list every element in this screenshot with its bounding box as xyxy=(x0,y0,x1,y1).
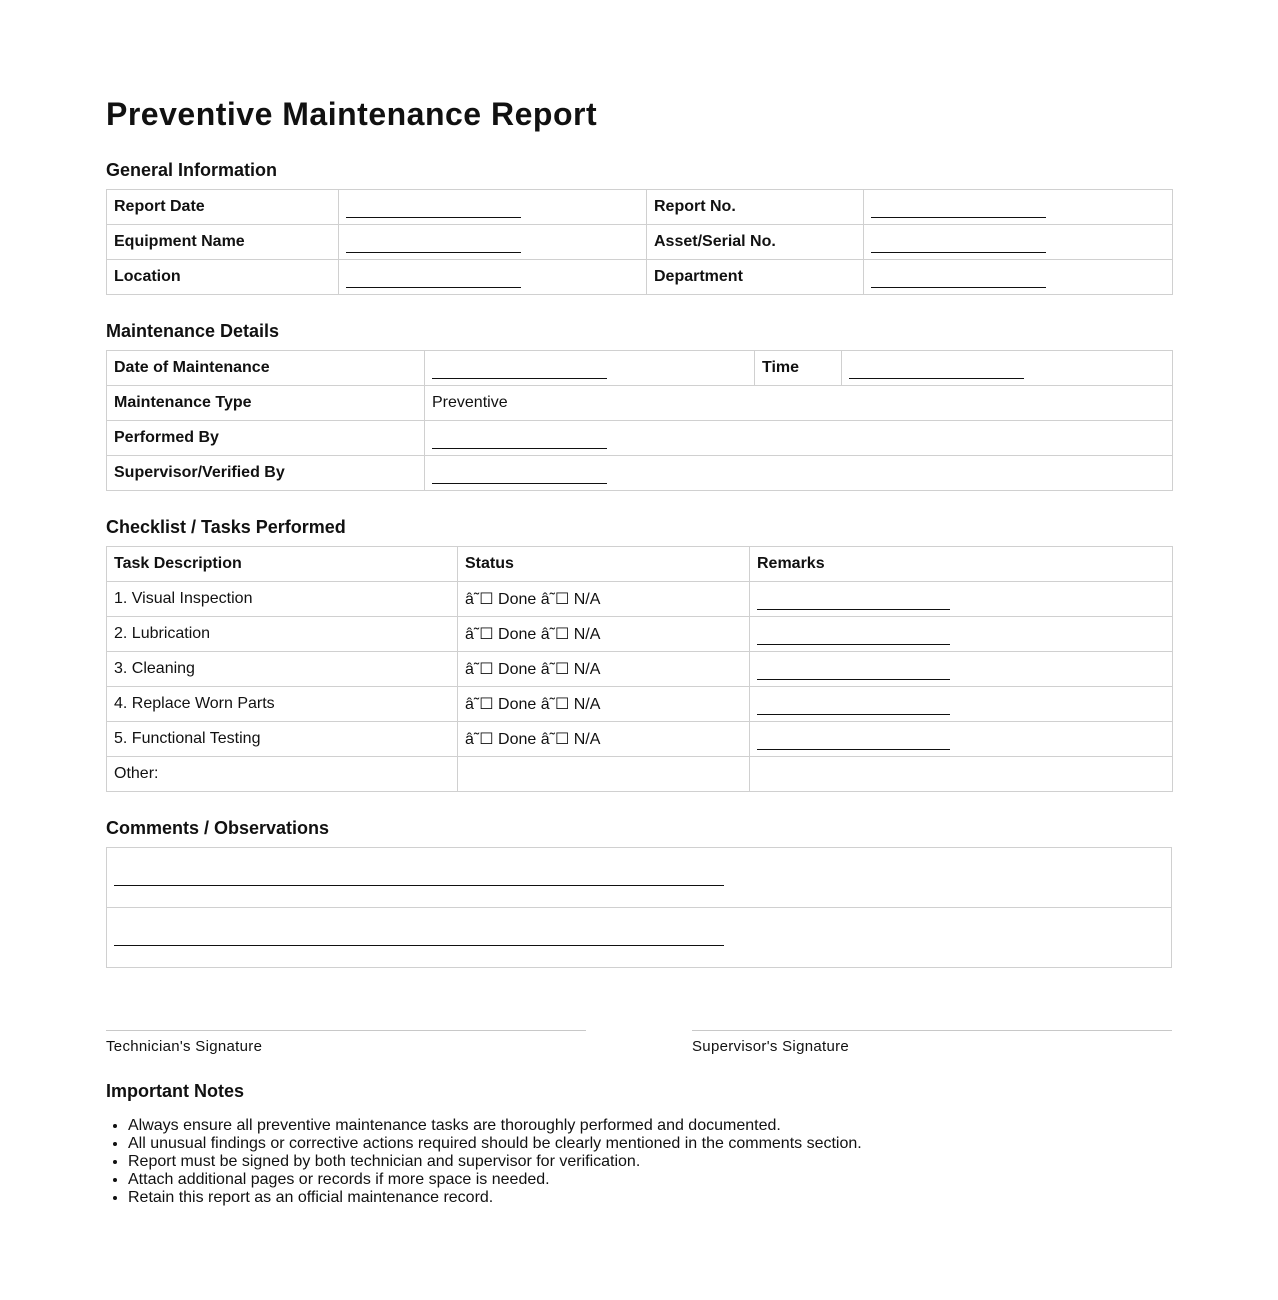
location-label: Location xyxy=(107,260,339,295)
supervisor-verified-blank[interactable] xyxy=(432,463,607,484)
list-item: • All unusual findings or corrective actions required should be clearly mentioned in the comments section. xyxy=(128,1135,862,1153)
other-task-label[interactable]: Other: xyxy=(107,757,458,792)
maintenance-details-table xyxy=(106,350,1173,491)
time-blank[interactable] xyxy=(849,358,1024,379)
task-remarks-field[interactable] xyxy=(750,617,1173,652)
asset-serial-label: Asset/Serial No. xyxy=(647,225,864,260)
checklist-heading: Checklist / Tasks Performed xyxy=(106,517,346,537)
task-remarks-blank[interactable] xyxy=(757,659,950,680)
column-header-status: Status xyxy=(458,547,750,582)
comment-blank[interactable] xyxy=(114,848,724,886)
time-field[interactable] xyxy=(842,351,1173,386)
table-row xyxy=(107,386,1173,421)
report-no-label: Report No. xyxy=(647,190,864,225)
maintenance-details-heading: Maintenance Details xyxy=(106,321,280,341)
general-info-table xyxy=(106,189,1173,295)
location-blank[interactable] xyxy=(346,267,521,288)
task-remarks-blank[interactable] xyxy=(757,694,950,715)
table-row xyxy=(107,421,1173,456)
comment-line-2[interactable] xyxy=(107,908,1172,968)
performed-by-label: Performed By xyxy=(107,421,425,456)
report-date-label: Report Date xyxy=(107,190,339,225)
equipment-name-label: Equipment Name xyxy=(107,225,339,260)
department-field[interactable] xyxy=(864,260,1173,295)
task-description: 1. Visual Inspection xyxy=(107,582,458,617)
maintenance-type-value: Preventive xyxy=(425,386,1173,421)
column-header-task: Task Description xyxy=(107,547,458,582)
supervisor-verified-label: Supervisor/Verified By xyxy=(107,456,425,491)
comment-line-1[interactable] xyxy=(107,848,1172,908)
table-row xyxy=(107,190,1173,225)
supervisor-signature-block[interactable] xyxy=(692,1030,1172,1055)
performed-by-field[interactable] xyxy=(425,421,1173,456)
technician-signature-label: Technician's Signature xyxy=(106,1038,263,1055)
task-remarks-blank[interactable] xyxy=(757,624,950,645)
task-description: 2. Lubrication xyxy=(107,617,458,652)
task-description: 3. Cleaning xyxy=(107,652,458,687)
task-status-checkboxes[interactable]: â˜☐ Done â˜☐ N/A xyxy=(458,652,750,687)
supervisor-signature-label: Supervisor's Signature xyxy=(692,1038,850,1055)
report-date-blank[interactable] xyxy=(346,197,521,218)
equipment-name-field[interactable] xyxy=(339,225,647,260)
date-of-maintenance-field[interactable] xyxy=(425,351,755,386)
comments-table xyxy=(106,847,1172,968)
table-row xyxy=(107,582,1173,617)
report-no-blank[interactable] xyxy=(871,197,1046,218)
task-status-checkboxes[interactable]: â˜☐ Done â˜☐ N/A xyxy=(458,687,750,722)
task-status-checkboxes[interactable]: â˜☐ Done â˜☐ N/A xyxy=(458,617,750,652)
important-notes-heading: Important Notes xyxy=(106,1081,245,1101)
performed-by-blank[interactable] xyxy=(432,428,607,449)
table-header-row xyxy=(107,547,1173,582)
task-description: 4. Replace Worn Parts xyxy=(107,687,458,722)
maintenance-type-label: Maintenance Type xyxy=(107,386,425,421)
task-description: 5. Functional Testing xyxy=(107,722,458,757)
asset-serial-field[interactable] xyxy=(864,225,1173,260)
date-of-maintenance-label: Date of Maintenance xyxy=(107,351,425,386)
report-date-field[interactable] xyxy=(339,190,647,225)
list-item: • Report must be signed by both technician and supervisor for verification. xyxy=(128,1153,862,1171)
location-field[interactable] xyxy=(339,260,647,295)
checklist-table xyxy=(106,546,1173,792)
column-header-remarks: Remarks xyxy=(750,547,1173,582)
time-label: Time xyxy=(755,351,842,386)
task-remarks-blank[interactable] xyxy=(757,589,950,610)
other-status-cell[interactable] xyxy=(458,757,750,792)
report-no-field[interactable] xyxy=(864,190,1173,225)
table-row xyxy=(107,617,1173,652)
task-remarks-field[interactable] xyxy=(750,722,1173,757)
comment-blank[interactable] xyxy=(114,908,724,946)
task-remarks-field[interactable] xyxy=(750,582,1173,617)
table-row xyxy=(107,848,1172,908)
task-remarks-blank[interactable] xyxy=(757,729,950,750)
list-item: • Attach additional pages or records if more space is needed. xyxy=(128,1171,862,1189)
table-row xyxy=(107,722,1173,757)
table-row xyxy=(107,351,1173,386)
table-row xyxy=(107,687,1173,722)
general-info-heading: General Information xyxy=(106,160,278,180)
task-status-checkboxes[interactable]: â˜☐ Done â˜☐ N/A xyxy=(458,582,750,617)
list-item: • Retain this report as an official maintenance record. xyxy=(128,1189,862,1207)
task-status-checkboxes[interactable]: â˜☐ Done â˜☐ N/A xyxy=(458,722,750,757)
important-notes-list xyxy=(106,1117,862,1207)
table-row xyxy=(107,260,1173,295)
supervisor-verified-field[interactable] xyxy=(425,456,1173,491)
technician-signature-block[interactable] xyxy=(106,1030,586,1055)
task-remarks-field[interactable] xyxy=(750,687,1173,722)
table-row xyxy=(107,757,1173,792)
comments-heading: Comments / Observations xyxy=(106,818,330,838)
equipment-name-blank[interactable] xyxy=(346,232,521,253)
table-row xyxy=(107,908,1172,968)
department-label: Department xyxy=(647,260,864,295)
other-remarks-cell[interactable] xyxy=(750,757,1173,792)
table-row xyxy=(107,652,1173,687)
page-title: Preventive Maintenance Report xyxy=(106,96,598,132)
table-row xyxy=(107,456,1173,491)
task-remarks-field[interactable] xyxy=(750,652,1173,687)
date-of-maintenance-blank[interactable] xyxy=(432,358,607,379)
asset-serial-blank[interactable] xyxy=(871,232,1046,253)
table-row xyxy=(107,225,1173,260)
department-blank[interactable] xyxy=(871,267,1046,288)
list-item: • Always ensure all preventive maintenance tasks are thoroughly performed and documented. xyxy=(128,1117,862,1135)
